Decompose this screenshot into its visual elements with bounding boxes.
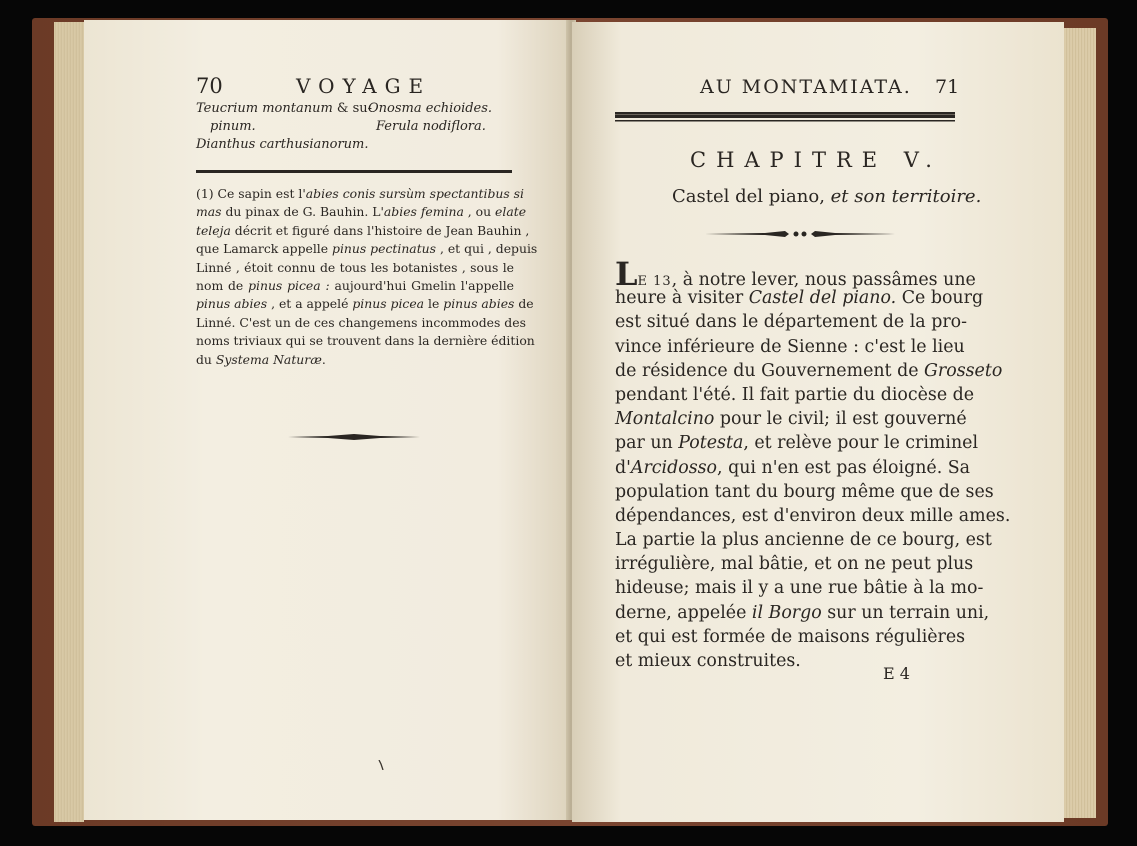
text-line [196,259,514,277]
text-line [615,431,979,455]
text-run: irrégulière, mal bâtie, et on ne peut plus [615,554,974,575]
text-run: , à notre lever, nous passâmes une [671,270,976,290]
signature-mark: E 4 [883,664,910,683]
text-line [615,625,966,649]
text-run: La partie la plus ancienne de ce bourg, est [615,530,992,551]
text-run: , et relève pour le criminel [743,433,979,454]
text-run: est situé dans le département de la pro- [615,312,967,333]
plant-entry: Teucrium montanum & su- [196,101,373,116]
text-line [196,222,530,240]
text-line [196,277,514,295]
text-run: du [196,351,216,367]
page-edges-right [1062,28,1096,818]
footnote [196,185,538,369]
text-run: nom de [196,277,249,293]
left-running-head: VOYAGE [296,74,432,98]
printer-mark [378,760,384,770]
text-run: , et a appelé [267,296,353,312]
text-run: , ou [463,204,496,220]
text-run: sur un terrain uni, [821,602,990,623]
text-run: le [424,296,444,312]
text-line [196,295,534,313]
plant-entry: Ferula nodiflora. [376,119,486,134]
left-page-number: 70 [196,74,223,98]
text-run: d' [615,457,631,478]
text-line [615,383,975,407]
text-run: abies conis sursùm spectantibus si [305,186,525,201]
text-run: Grosseto [924,360,1003,381]
text-run: . [321,351,326,367]
text-run: Castel del piano. [748,288,897,309]
text-run: noms triviaux qui se trouvent dans la dernière édition [196,333,535,349]
text-run: hideuse; mais il y a une rue bâtie à la mo- [615,578,984,599]
chapter-subtitle [672,186,981,207]
chapter-ornament [705,229,895,239]
text-run: Potesta [678,433,744,454]
text-run: pour le civil; il est gouverné [714,409,967,430]
plant-entry: Onosma echioides. [368,101,493,116]
text-run: Linné , étoit connu de tous les botanistes , sous le [196,259,514,275]
text-run: et mieux construites. [615,651,801,671]
header-band-ornament [615,112,955,122]
subtitle-run: et son territoire. [830,186,982,207]
plant-entry: pinum. [210,119,256,134]
text-run: Montalcino [615,409,715,430]
text-run: pinus abies [196,296,268,312]
text-line [196,314,526,332]
text-line [196,332,535,350]
text-run: pinus abies [443,296,515,312]
text-line [615,255,976,293]
text-line [196,351,514,369]
text-line [196,185,525,203]
text-line [615,649,963,673]
text-run: et qui est formée de maisons régulières [615,626,966,647]
drop-cap: L [615,255,638,293]
text-run: , qui n'en est pas éloigné. Sa [717,457,971,478]
footnote-rule [196,170,512,173]
text-run: Arcidosso [630,457,718,478]
tail-ornament [288,433,420,441]
text-run: décrit et figuré dans l'histoire de Jean Bauhin , [230,222,530,238]
text-run: par un [615,433,679,454]
chapter-title: CHAPITRE V. [690,148,942,172]
right-running-head: AU MONTAMIATA. [700,76,912,98]
plant-entry: Dianthus carthusianorum. [196,137,369,152]
subtitle-run: , [819,186,831,207]
text-run: de [514,296,534,312]
text-run: pinus picea : [248,277,330,293]
text-run: pendant l'été. Il fait partie du diocèse de [615,384,975,405]
text-line [615,359,1003,383]
text-run: Systema Naturæ [215,351,322,367]
text-line [615,576,984,600]
text-run: aujourd'hui Gmelin l'appelle [329,277,514,293]
text-line [615,286,984,310]
text-line [615,407,967,431]
text-run: vince inférieure de Sienne : c'est le lieu [615,336,965,357]
text-run: du pinax de G. Bauhin. L' [221,204,384,220]
text-line [615,456,971,480]
text-run: de résidence du Gouvernement de [615,360,925,381]
text-run: il Borgo [751,602,822,623]
text-line [615,528,992,552]
text-line [196,240,538,258]
text-line [615,335,963,359]
text-run: population tant du bourg même que de ses [615,481,994,502]
subtitle-run: Castel del piano [672,186,820,207]
text-run: pinus pectinatus [332,241,437,257]
text-run: elate [495,204,527,220]
text-run: teleja [196,222,231,238]
text-run: que Lamarck appelle [196,241,333,257]
page-edges-left [54,22,84,822]
text-run: E 13 [637,274,672,289]
text-line [615,480,994,504]
text-line [615,601,990,625]
text-line [615,552,974,576]
text-run: mas [196,204,222,220]
text-run: heure à visiter [615,288,749,309]
text-run: abies femina [383,204,464,220]
text-run: derne, appelée [615,602,752,623]
right-page-number: 71 [935,76,960,98]
text-line [615,310,967,334]
text-run: , et qui , depuis [436,241,538,257]
text-run: Ce bourg [896,288,984,309]
text-run: pinus picea [352,296,425,312]
text-run: Linné. C'est un de ces changemens incommodes des [196,314,526,330]
chapter-body [615,255,1011,673]
text-run: dépendances, est d'environ deux mille ames. [615,505,1011,526]
text-line [615,504,1011,528]
text-run: (1) Ce sapin est l' [196,186,306,201]
text-line [196,203,527,221]
